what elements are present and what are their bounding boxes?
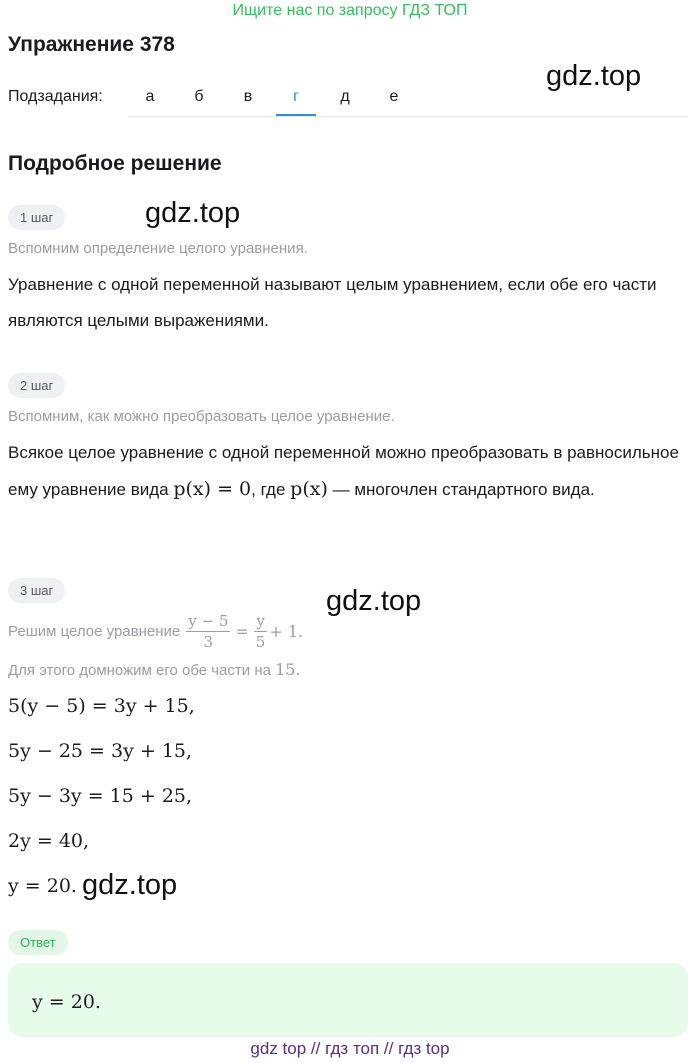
equation-line-5: y = 20. [8, 875, 77, 897]
step-2-text-after: — многочлен стандартного вида. [332, 480, 595, 499]
step-3-badge: 3 шаг [8, 578, 65, 603]
fraction-denominator: 5 [255, 632, 266, 651]
tab-d[interactable]: д [340, 88, 350, 105]
fraction-numerator: y [254, 611, 268, 632]
answer-badge: Ответ [8, 930, 68, 955]
section-title: Подробное решение [8, 152, 222, 175]
equation-line-4: 2y = 40, [8, 830, 90, 852]
step-3-hint-2-prefix: Для этого домножим его обе части на [8, 662, 271, 679]
step-3-hint-2 [8, 660, 301, 679]
formula-p-x-eq-0: p(x) = 0 [173, 478, 252, 500]
watermark: gdz.top [82, 869, 178, 901]
step-1-hint: Вспомним определение целого уравнения. [8, 240, 308, 257]
tab-b[interactable]: б [194, 88, 204, 105]
formula-p-x: p(x) [290, 478, 328, 500]
subtask-tabs [128, 80, 688, 117]
answer-value: y = 20. [32, 991, 101, 1013]
active-tab-indicator [276, 114, 316, 116]
step-2-text-mid: , где [251, 480, 286, 499]
watermark: gdz.top [145, 197, 241, 229]
equation-line-2: 5y − 25 = 3y + 15, [8, 740, 193, 762]
subtasks-label: Подзадания: [8, 88, 103, 105]
tab-g[interactable]: г [293, 88, 299, 105]
plus-one: + 1. [269, 621, 304, 641]
tab-e[interactable]: е [389, 88, 399, 105]
step-2-text-before: Всякое целое уравнение с одной переменной можно преобразовать в равносильное ему уравнение вида [8, 443, 679, 499]
watermark: gdz.top [546, 60, 642, 92]
equation-line-3: 5y − 3y = 15 + 25, [8, 785, 193, 807]
step-1-badge: 1 шаг [8, 205, 65, 230]
answer-box [8, 963, 688, 1037]
page-title: Упражнение 378 [8, 33, 175, 56]
fraction-y-over-5 [254, 611, 268, 652]
step-3-hint [8, 608, 303, 654]
step-3-hint-prefix: Решим целое уравнение [8, 622, 181, 640]
watermark: gdz.top [326, 585, 422, 617]
search-banner: Ищите нас по запросу ГДЗ ТОП [232, 2, 468, 19]
step-2-hint: Вспомним, как можно преобразовать целое уравнение. [8, 408, 395, 425]
step-2-badge: 2 шаг [8, 373, 65, 398]
fraction-denominator: 3 [203, 632, 214, 651]
fraction-y-minus-5-over-3 [186, 611, 230, 652]
equals-sign: = [235, 621, 249, 641]
tab-v[interactable]: в [243, 88, 253, 105]
step-2-text [8, 435, 688, 508]
fraction-numerator: y − 5 [188, 611, 229, 630]
step-1-text: Уравнение с одной переменной называют целым уравнением, если обе его части являются целыми выражениями. [8, 275, 657, 330]
tab-a[interactable]: а [145, 88, 155, 105]
footer-links[interactable]: gdz top // гдз топ // гдз top [250, 1039, 450, 1058]
multiplier-value: 15. [275, 660, 301, 679]
equation-line-1: 5(y − 5) = 3y + 15, [8, 695, 195, 717]
